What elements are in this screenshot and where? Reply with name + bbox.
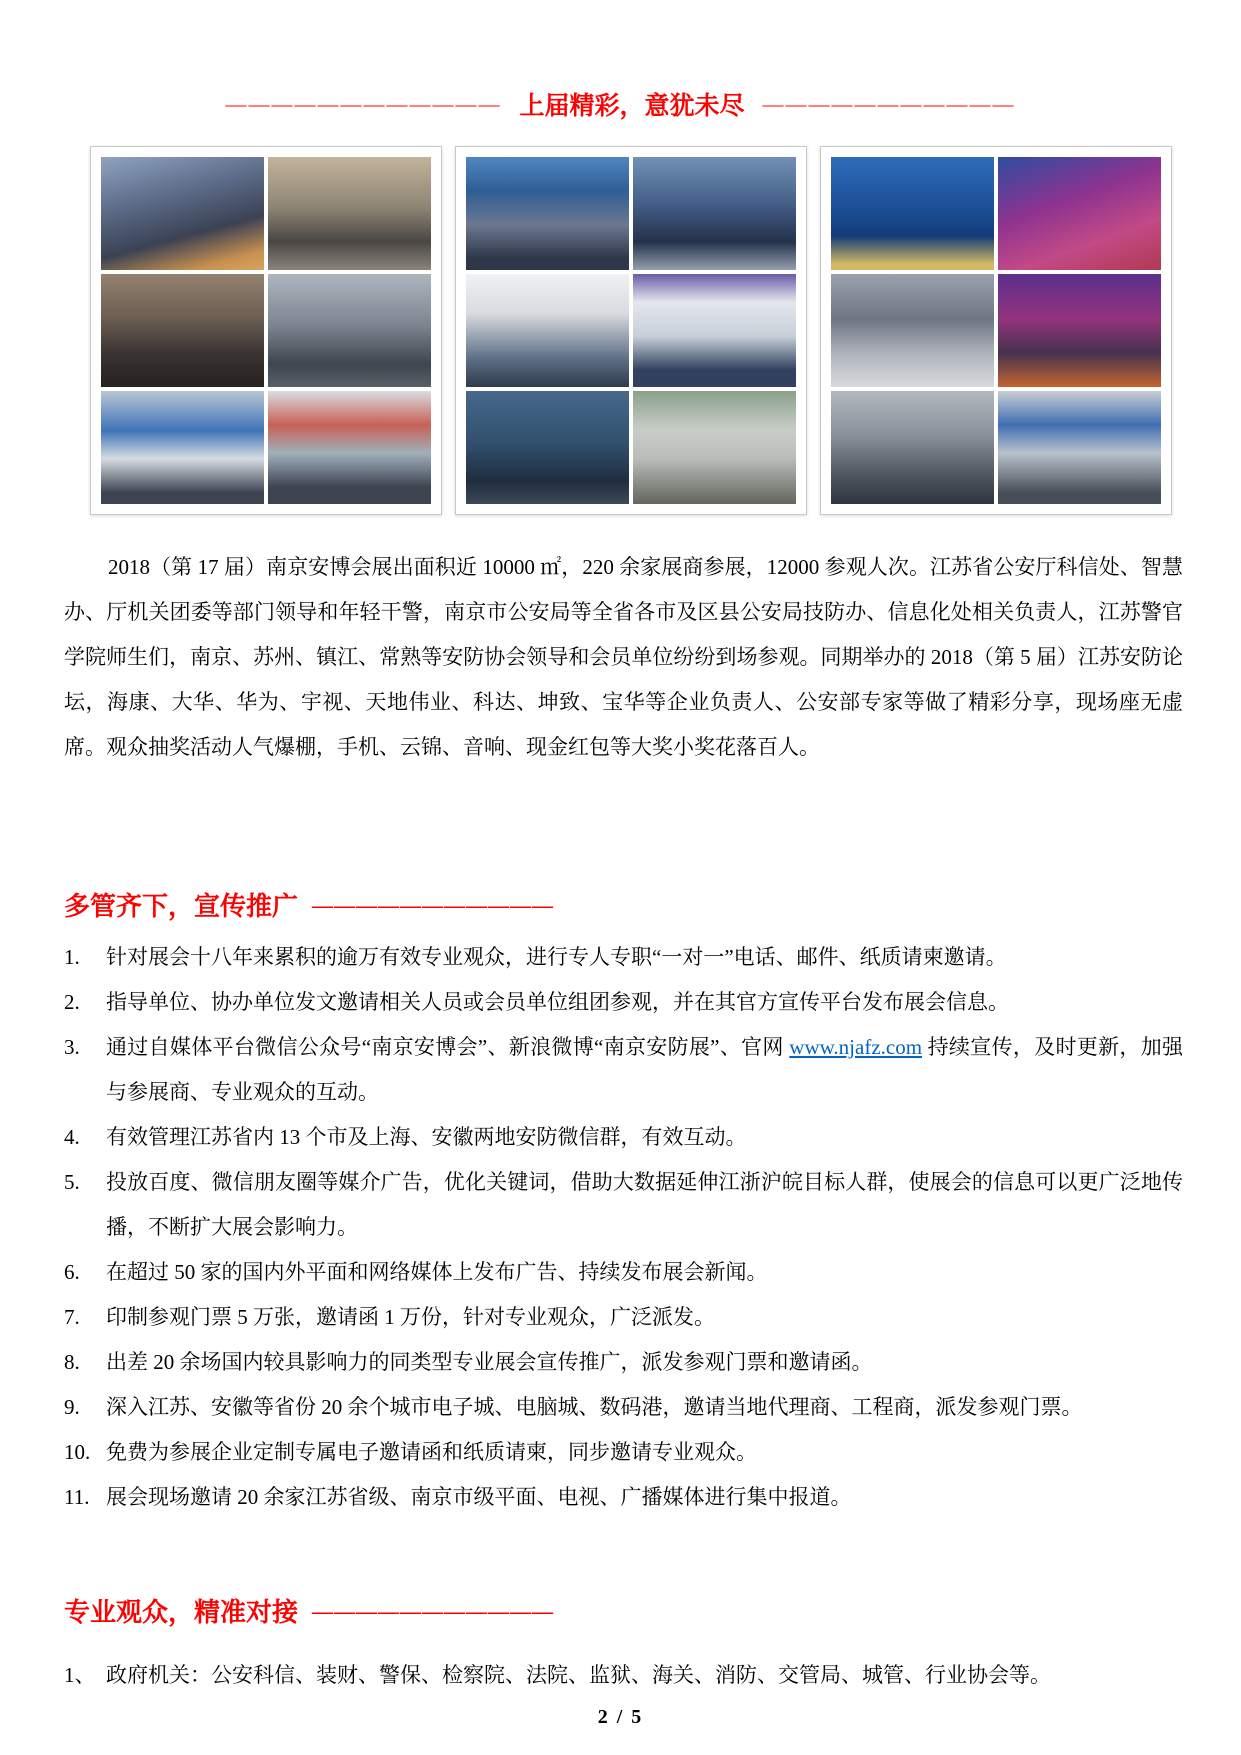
gallery-panel-right <box>820 146 1172 515</box>
expo-photo <box>101 274 264 387</box>
list-item <box>64 1340 1183 1385</box>
list-item-number: 7. <box>64 1305 80 1329</box>
expo-photo <box>998 391 1161 504</box>
list-item <box>64 1160 1183 1250</box>
list-item-number: 3. <box>64 1035 80 1059</box>
intro-paragraph: 2018（第 17 届）南京安博会展出面积近 10000 ㎡，220 余家展商参展，12000 参观人次。江苏省公安厅科信处、智慧办、厅机关团委等部门领导和年轻干警，南京市公安局等全省各市及区县公安局技防办、信息化处相关负责人，江苏警官学院师生们，南京、苏州、镇江、常熟等安防协会领导和会员单位纷纷到场参观。同期举办的 2018（第 5 届）江苏安防论坛，海康、大华、华为、宇视、天地伟业、科达、坤致、宝华等企业负责人、公安部专家等做了精彩分享，现场座无虚席。观众抽奖活动人气爆棚，手机、云锦、音响、现金红包等大奖小奖花落百人。 <box>64 555 1183 759</box>
list-item <box>64 935 1183 980</box>
list-item-text-before-link: 通过自媒体平台微信公众号“南京安博会”、新浪微博“南京安防展”、官网 <box>106 1035 790 1059</box>
list-item-text: 深入江苏、安徽等省份 20 余个城市电子城、电脑城、数码港，邀请当地代理商、工程商，派发参观门票。 <box>106 1395 1083 1419</box>
section-heading-audience <box>64 1592 1241 1629</box>
expo-photo <box>466 274 629 387</box>
photo-grid <box>831 157 1161 504</box>
expo-photo <box>831 274 994 387</box>
njafz-website-link[interactable]: www.njafz.com <box>789 1035 923 1059</box>
list-item-number: 4. <box>64 1125 80 1149</box>
list-item-text: 有效管理江苏省内 13 个市及上海、安徽两地安防微信群，有效互动。 <box>106 1125 747 1149</box>
expo-photo <box>101 391 264 504</box>
list-item <box>64 1295 1183 1340</box>
promotion-list <box>64 935 1183 1520</box>
list-item-text: 投放百度、微信朋友圈等媒介广告，优化关键词，借助大数据延伸江浙沪皖目标人群，使展会的信息可以更广泛地传播，不断扩大展会影响力。 <box>106 1170 1183 1239</box>
page-title: 上届精彩，意犹未尽 <box>519 92 745 120</box>
list-item <box>64 1653 1183 1698</box>
list-item-number: 11. <box>64 1485 90 1509</box>
expo-photo <box>633 157 796 270</box>
photo-grid <box>466 157 796 504</box>
list-item-number: 6. <box>64 1260 80 1284</box>
list-item-number: 5. <box>64 1170 80 1194</box>
expo-photo <box>268 391 431 504</box>
page-number: 2 / 5 <box>597 1706 644 1728</box>
list-item-number: 1、 <box>64 1663 96 1687</box>
expo-photo <box>466 391 629 504</box>
list-item-text: 出差 20 余场国内较具影响力的同类型专业展会宣传推广，派发参观门票和邀请函。 <box>106 1350 873 1374</box>
list-item <box>64 1115 1183 1160</box>
list-item <box>64 1385 1183 1430</box>
list-item-text: 免费为参展企业定制专属电子邀请函和纸质请柬，同步邀请专业观众。 <box>106 1440 757 1464</box>
expo-photo <box>633 391 796 504</box>
list-item-text <box>106 1035 1183 1104</box>
list-item-text: 政府机关：公安科信、装财、警保、检察院、法院、监狱、海关、消防、交管局、城管、行业协会等。 <box>106 1663 1051 1687</box>
list-item-text: 印制参观门票 5 万张，邀请函 1 万份，针对专业观众，广泛派发。 <box>106 1305 715 1329</box>
expo-photo <box>633 274 796 387</box>
photo-collage-row <box>90 146 1172 515</box>
list-item-number: 1. <box>64 945 80 969</box>
expo-photo <box>998 274 1161 387</box>
heading-dashes-right: ——————————— <box>762 92 1016 116</box>
list-item-number: 2. <box>64 990 80 1014</box>
expo-photo <box>101 157 264 270</box>
heading-dashes-left: ———————————— <box>225 92 502 116</box>
top-heading <box>0 86 1241 122</box>
section-heading-dashes: ——————————— <box>312 893 555 917</box>
expo-photo <box>831 157 994 270</box>
photo-grid <box>101 157 431 504</box>
expo-photo <box>268 274 431 387</box>
expo-photo <box>831 391 994 504</box>
list-item <box>64 980 1183 1025</box>
list-item-text: 在超过 50 家的国内外平面和网络媒体上发布广告、持续发布展会新闻。 <box>106 1260 768 1284</box>
list-item-text: 指导单位、协办单位发文邀请相关人员或会员单位组团参观，并在其官方宣传平台发布展会信息。 <box>106 990 1009 1014</box>
list-item-text-after-link: 持续宣传，及时更新，加强与参展商、专业观众的互动。 <box>106 1035 1184 1104</box>
list-item-text: 展会现场邀请 20 余家江苏省级、南京市级平面、电视、广播媒体进行集中报道。 <box>106 1485 852 1509</box>
list-item-number: 10. <box>64 1440 91 1464</box>
list-item-number: 8. <box>64 1350 80 1374</box>
list-item <box>64 1430 1183 1475</box>
section-heading-dashes: ——————————— <box>312 1599 555 1623</box>
section-heading-promotion <box>64 886 1241 923</box>
expo-photo <box>268 157 431 270</box>
list-item <box>64 1475 1183 1520</box>
expo-photo <box>466 157 629 270</box>
section-title: 专业观众，精准对接 <box>64 1597 299 1627</box>
list-item <box>64 1250 1183 1295</box>
list-item <box>64 1025 1183 1115</box>
list-item-number: 9. <box>64 1395 80 1419</box>
gallery-panel-middle <box>455 146 807 515</box>
section-title: 多管齐下，宣传推广 <box>64 891 299 921</box>
expo-photo <box>998 157 1161 270</box>
gallery-panel-left <box>90 146 442 515</box>
audience-list <box>64 1653 1183 1698</box>
list-item-text: 针对展会十八年来累积的逾万有效专业观众，进行专人专职“一对一”电话、邮件、纸质请柬邀请。 <box>106 945 1007 969</box>
